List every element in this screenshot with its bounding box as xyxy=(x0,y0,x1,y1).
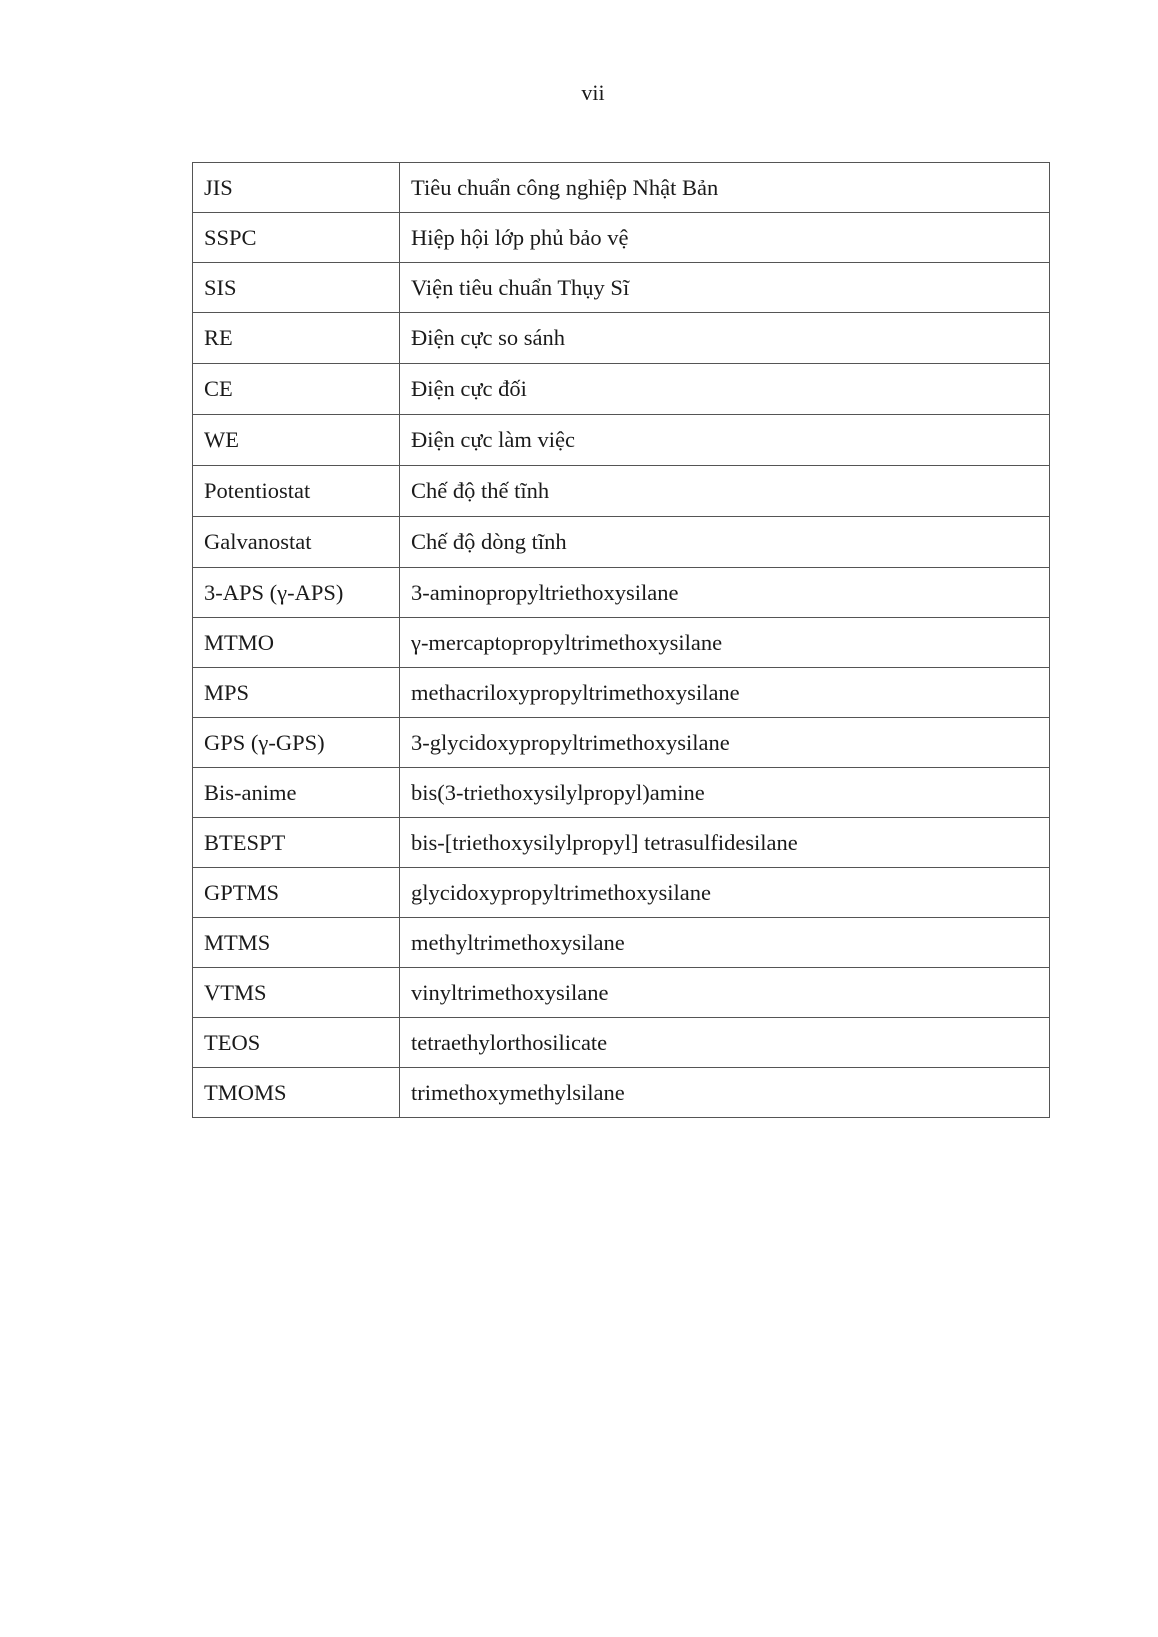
abbreviation-cell: CE xyxy=(193,364,400,415)
table-row xyxy=(193,568,1050,618)
meaning-cell: Chế độ dòng tĩnh xyxy=(400,517,1050,568)
abbreviation-cell: TMOMS xyxy=(193,1068,400,1118)
abbreviation-cell: Bis-anime xyxy=(193,768,400,818)
table-row xyxy=(193,213,1050,263)
meaning-cell: trimethoxymethylsilane xyxy=(400,1068,1050,1118)
abbreviation-cell: GPTMS xyxy=(193,868,400,918)
meaning-cell: Hiệp hội lớp phủ bảo vệ xyxy=(400,213,1050,263)
table-row xyxy=(193,818,1050,868)
table-row xyxy=(193,364,1050,415)
table-row xyxy=(193,768,1050,818)
abbreviation-cell: VTMS xyxy=(193,968,400,1018)
meaning-cell: 3-aminopropyltriethoxysilane xyxy=(400,568,1050,618)
table-row xyxy=(193,918,1050,968)
table-row xyxy=(193,718,1050,768)
table-row xyxy=(193,618,1050,668)
abbreviation-cell: WE xyxy=(193,415,400,466)
abbreviation-cell: MTMS xyxy=(193,918,400,968)
abbreviation-table xyxy=(192,162,1050,1118)
meaning-cell: bis(3-triethoxysilylpropyl)amine xyxy=(400,768,1050,818)
abbreviation-cell: MPS xyxy=(193,668,400,718)
table-row xyxy=(193,466,1050,517)
table-row xyxy=(193,163,1050,213)
abbreviation-cell: GPS (γ-GPS) xyxy=(193,718,400,768)
meaning-cell: Điện cực so sánh xyxy=(400,313,1050,364)
table-row xyxy=(193,868,1050,918)
abbreviation-cell: TEOS xyxy=(193,1018,400,1068)
table-row xyxy=(193,968,1050,1018)
abbreviation-cell: Potentiostat xyxy=(193,466,400,517)
meaning-cell: Tiêu chuẩn công nghiệp Nhật Bản xyxy=(400,163,1050,213)
table-row xyxy=(193,517,1050,568)
abbreviation-cell: JIS xyxy=(193,163,400,213)
page-number: vii xyxy=(581,80,605,105)
meaning-cell: glycidoxypropyltrimethoxysilane xyxy=(400,868,1050,918)
meaning-cell: methacriloxypropyltrimethoxysilane xyxy=(400,668,1050,718)
abbreviation-cell: SIS xyxy=(193,263,400,313)
table-row xyxy=(193,1068,1050,1118)
abbreviation-cell: SSPC xyxy=(193,213,400,263)
meaning-cell: vinyltrimethoxysilane xyxy=(400,968,1050,1018)
table-row xyxy=(193,263,1050,313)
meaning-cell: Chế độ thế tĩnh xyxy=(400,466,1050,517)
table-row xyxy=(193,1018,1050,1068)
meaning-cell: 3-glycidoxypropyltrimethoxysilane xyxy=(400,718,1050,768)
table-row xyxy=(193,313,1050,364)
meaning-cell: Điện cực làm việc xyxy=(400,415,1050,466)
abbreviation-cell: BTESPT xyxy=(193,818,400,868)
meaning-cell: bis-[triethoxysilylpropyl] tetrasulfidesilane xyxy=(400,818,1050,868)
meaning-cell: methyltrimethoxysilane xyxy=(400,918,1050,968)
table-row xyxy=(193,668,1050,718)
table-row xyxy=(193,415,1050,466)
abbreviation-cell: 3-APS (γ-APS) xyxy=(193,568,400,618)
meaning-cell: γ-mercaptopropyltrimethoxysilane xyxy=(400,618,1050,668)
abbreviation-cell: MTMO xyxy=(193,618,400,668)
meaning-cell: Điện cực đối xyxy=(400,364,1050,415)
abbreviation-cell: Galvanostat xyxy=(193,517,400,568)
meaning-cell: tetraethylorthosilicate xyxy=(400,1018,1050,1068)
abbreviation-cell: RE xyxy=(193,313,400,364)
meaning-cell: Viện tiêu chuẩn Thụy Sĩ xyxy=(400,263,1050,313)
